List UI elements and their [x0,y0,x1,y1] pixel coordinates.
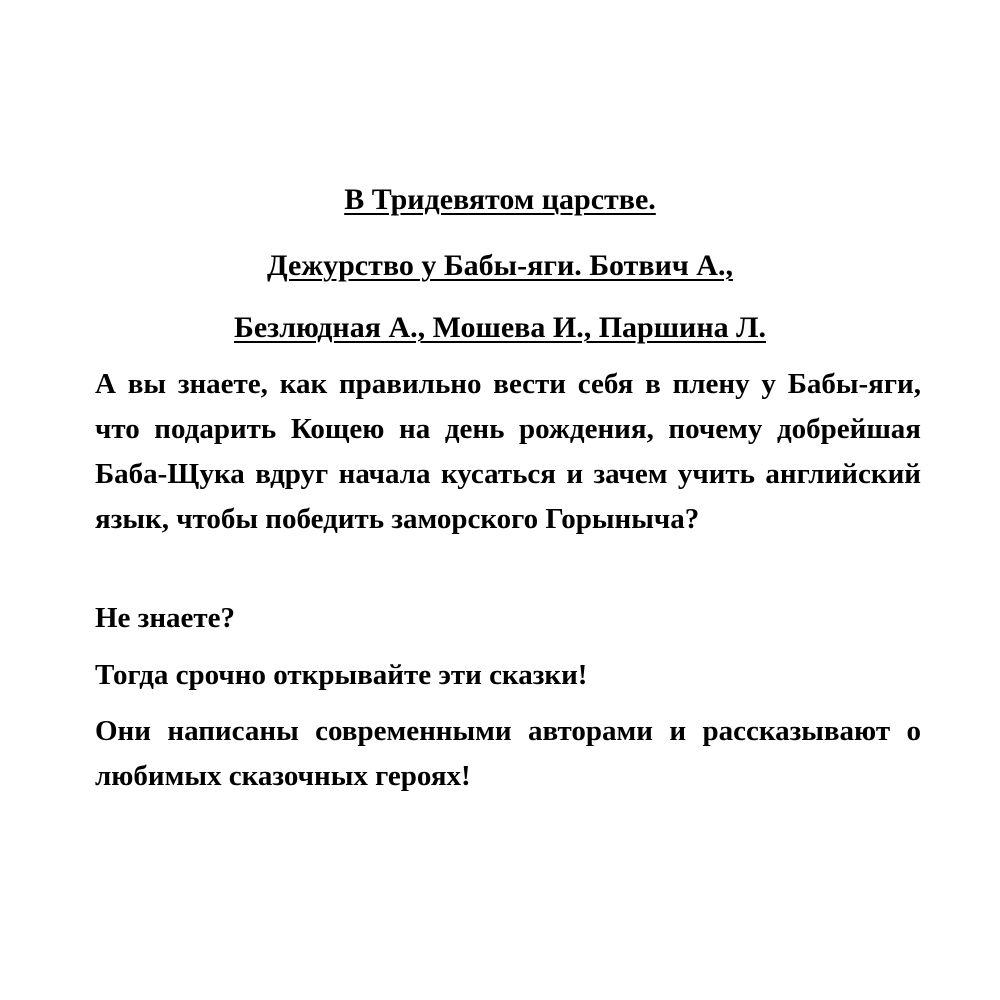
title-line-series: В Тридевятом царстве. [344,183,656,216]
title-line-book-and-author: Дежурство у Бабы-яги. Ботвич А., [267,249,733,282]
description-paragraph-dont-know: Не знаете? [95,602,236,634]
title-line-coauthors: Безлюдная А., Мошева И., Паршина Л. [234,311,766,344]
description-paragraph-authors: Они написаны современными авторами и рассказывают о любимых сказочных героях! [95,715,921,792]
description-paragraph-questions: А вы знаете, как правильно вести себя в плену у Бабы-яги, что подарить Кощею на день рождения, почему добрейшая Баба-Щука вдруг начала кусаться и зачем учить английский язык, чтобы победить заморского Горыныча? [95,368,921,535]
description-paragraph-open-tales: Тогда срочно открывайте эти сказки! [95,659,588,691]
